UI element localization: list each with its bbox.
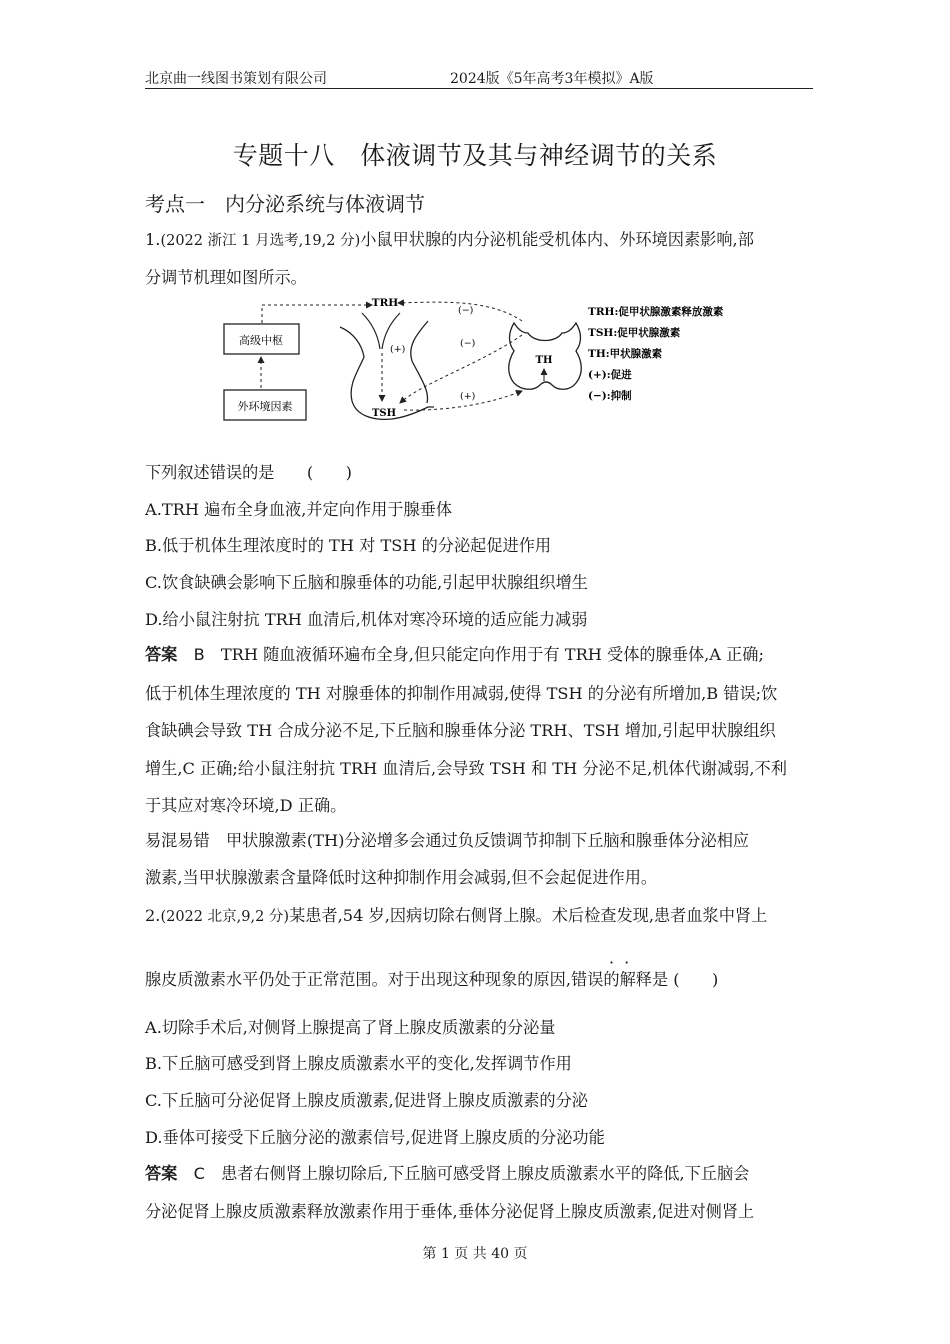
q1-stem: 下列叙述错误的是 ( ) xyxy=(145,463,352,482)
page-title: 专题十八 体液调节及其与神经调节的关系 xyxy=(232,141,718,170)
page-header xyxy=(145,68,813,89)
q1-answer-letter: B xyxy=(193,645,205,664)
header-book-title: 2024版《5年高考3年模拟》A版 xyxy=(450,71,654,87)
page-footer: 第 1 页 共 40 页 xyxy=(422,1246,528,1262)
q2-answer-label: 答案 xyxy=(145,1164,178,1183)
q1-answer-line3: 食缺碘会导致 TH 合成分泌不足,下丘脑和腺垂体分泌 TRH、TSH 增加,引起甲状腺组织 xyxy=(145,721,776,740)
emphasis-dots: ·· xyxy=(609,953,640,972)
minus-label-1: (−) xyxy=(458,305,474,316)
legend-promote: (+):促进 xyxy=(588,369,632,381)
higher-center-label: 高级中枢 xyxy=(239,334,283,347)
stalk-left xyxy=(362,313,380,349)
q2-option-a: A.切除手术后,对侧肾上腺提高了肾上腺皮质激素的分泌量 xyxy=(145,1018,556,1037)
q2-option-b: B.下丘脑可感受到肾上腺皮质激素水平的变化,发挥调节作用 xyxy=(145,1054,572,1073)
header-publisher: 北京曲一线图书策划有限公司 xyxy=(145,71,327,87)
legend-th: TH:甲状腺激素 xyxy=(588,348,663,360)
q2-line1 xyxy=(145,902,767,926)
q1-option-b: B.低于机体生理浓度时的 TH 对 TSH 的分泌起促进作用 xyxy=(145,536,552,555)
q2-source: (2022 北京,9,2 分) xyxy=(160,909,290,925)
q1-source: (2022 浙江 1 月选考,19,2 分) xyxy=(160,233,361,249)
plus-trh-label: (+) xyxy=(390,344,406,355)
legend-inhibit: (−):抑制 xyxy=(588,390,632,402)
trh-label: TRH xyxy=(371,297,399,309)
q2-answer-letter: C xyxy=(193,1164,205,1183)
q1-text: 小鼠甲状腺的内分泌机能受机体内、外环境因素影响,部 xyxy=(360,230,754,249)
external-factor-label: 外环境因素 xyxy=(237,400,293,413)
pituitary-outline-left xyxy=(340,327,434,419)
q1-option-a: A.TRH 遍布全身血液,并定向作用于腺垂体 xyxy=(145,500,453,519)
q1-option-d: D.给小鼠注射抗 TRH 血清后,机体对寒冷环境的适应能力减弱 xyxy=(145,610,588,629)
q1-tip-text: 甲状腺激素(TH)分泌增多会通过负反馈调节抑制下丘脑和腺垂体分泌相应 xyxy=(225,831,750,850)
thyroid-regulation-diagram xyxy=(222,293,732,428)
q1-number: 1. xyxy=(145,230,161,249)
q2-option-d: D.垂体可接受下丘脑分泌的激素信号,促进肾上腺皮质的分泌功能 xyxy=(145,1128,605,1147)
pituitary-outline-right xyxy=(411,321,428,403)
q1-answer-text: TRH 随血液循环遍布全身,但只能定向作用于有 TRH 受体的腺垂体,A 正确; xyxy=(220,645,764,664)
center-to-trh-arrow xyxy=(262,305,372,323)
q1-tip-line2: 激素,当甲状腺激素含量降低时这种抑制作用会减弱,但不会起促进作用。 xyxy=(145,868,658,887)
legend-trh: TRH:促甲状腺激素释放激素 xyxy=(588,306,724,318)
q1-tip-label: 易混易错 xyxy=(145,831,210,850)
q1-option-c: C.饮食缺碘会影响下丘脑和腺垂体的功能,引起甲状腺组织增生 xyxy=(145,573,588,592)
tsh-label: TSH xyxy=(371,408,397,419)
q2-number: 2. xyxy=(145,906,161,925)
q1-answer-line5: 于其应对寒冷环境,D 正确。 xyxy=(145,796,347,815)
q2-text: 某患者,54 岁,因病切除右侧肾上腺。术后检查发现,患者血浆中肾上 xyxy=(289,906,768,925)
legend-tsh: TSH:促甲状腺激素 xyxy=(588,327,681,339)
q2-answer-line1 xyxy=(145,1160,749,1184)
q2-line2: 腺皮质激素水平仍处于正常范围。对于出现这种现象的原因,错误的解释是 ( ) xyxy=(145,970,719,989)
q1-answer-line4: 增生,C 正确;给小鼠注射抗 TRH 血清后,会导致 TSH 和 TH 分泌不足,机体代谢减弱,不利 xyxy=(145,759,787,778)
diagram-legend xyxy=(588,305,724,402)
section-heading: 考点一 内分泌系统与体液调节 xyxy=(145,192,425,216)
q2-option-c: C.下丘脑可分泌促肾上腺皮质激素,促进肾上腺皮质激素的分泌 xyxy=(145,1091,588,1110)
q2-answer-line2: 分泌促肾上腺皮质激素释放激素作用于垂体,垂体分泌促肾上腺皮质激素,促进对侧肾上 xyxy=(145,1202,755,1221)
q1-line2: 分调节机理如图所示。 xyxy=(145,268,307,287)
minus-label-2: (−) xyxy=(460,338,476,349)
plus-tsh-label: (+) xyxy=(460,391,476,402)
q2-answer-text: 患者右侧肾上腺切除后,下丘脑可感受肾上腺皮质激素水平的降低,下丘脑会 xyxy=(221,1164,750,1183)
th-label: TH xyxy=(535,355,553,366)
q1-tip-line1 xyxy=(145,827,749,851)
q1-line1 xyxy=(145,226,754,250)
q1-answer-line2: 低于机体生理浓度的 TH 对腺垂体的抑制作用减弱,使得 TSH 的分泌有所增加,B 错误;饮 xyxy=(145,684,778,703)
q1-answer-label: 答案 xyxy=(145,645,178,664)
q1-answer-line1 xyxy=(145,641,764,665)
